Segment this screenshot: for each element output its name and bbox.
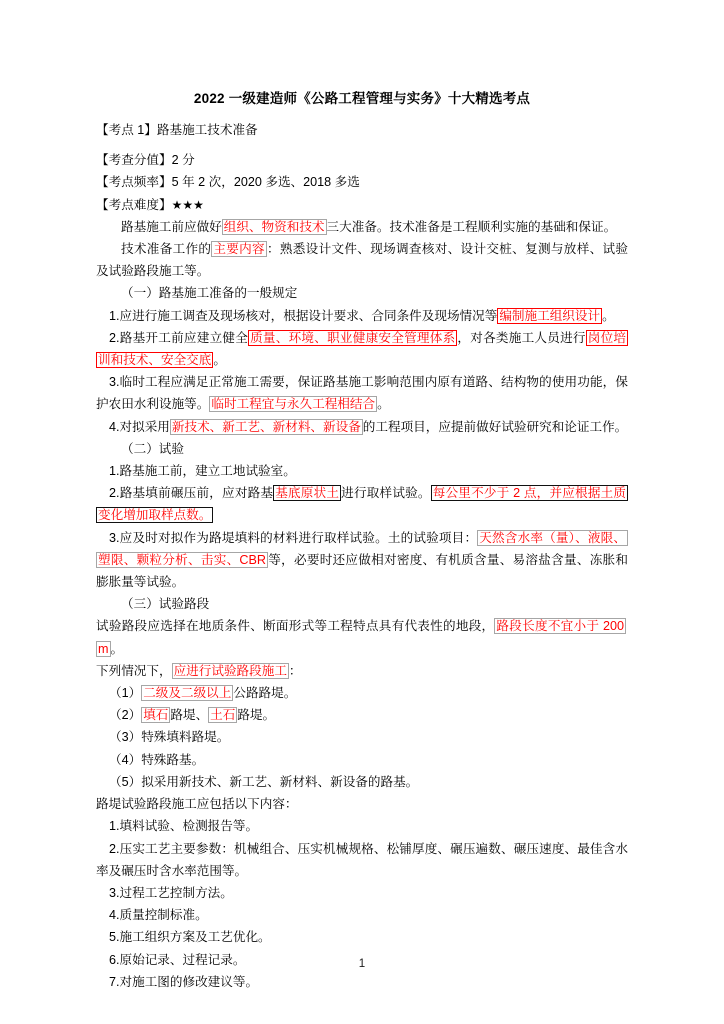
highlight-quality-env-safety-system: 质量、环境、职业健康安全管理体系 [250, 330, 456, 345]
li1-prefix: （2） [109, 708, 142, 723]
s1-i2-text-c: 。 [213, 353, 226, 368]
s1-i4-text-b: 的工程项目，应提前做好试验研究和论证工作。 [362, 419, 628, 434]
s3-p1-text-b: 。 [110, 641, 124, 656]
highlight-earth-rock: 土石 [210, 708, 236, 723]
highlight-post-training-disclosure: 岗位培训和技术、安全交底 [98, 330, 627, 368]
content-item: 5.施工组织方案及工艺优化。 [109, 930, 271, 945]
page-title: 2022 一级建造师《公路工程管理与实务》十大精选考点 [193, 91, 531, 106]
s1-i4-text-a: 4.对拟采用 [109, 419, 170, 434]
highlight-main-content: 主要内容 [213, 242, 265, 257]
document-content [96, 88, 628, 993]
highlight-new-tech-materials: 新技术、新工艺、新材料、新设备 [171, 419, 361, 434]
intro-p1-text-a: 路基施工前应做好 [121, 219, 222, 234]
li1-mid: 路堤、 [170, 708, 209, 723]
score-line: 【考查分值】2 分 [96, 153, 195, 168]
highlight-test-section-length: 路段长度不宜小于 200m [98, 619, 625, 656]
highlight-temp-permanent-combine: 临时工程宜与永久工程相结合 [211, 397, 376, 412]
section2-item-1: 1.路基施工前，建立工地试验室。 [109, 464, 296, 479]
difficulty-stars: ★★★ [171, 197, 204, 212]
s3-p2-text-b: ： [288, 663, 302, 678]
s1-i1-text-b: 。 [602, 308, 615, 323]
list-item [96, 682, 628, 704]
highlight-shall-do-test-section: 应进行试验路段施工 [173, 663, 287, 678]
content-item: 4.质量控制标准。 [109, 908, 208, 923]
li1-suffix: 路堤。 [237, 708, 276, 723]
highlight-soil-test-items: 天然含水率（量）、液限、塑限、颗粒分析、击实、CBR [98, 530, 626, 567]
content-item: 7.对施工图的修改建议等。 [109, 974, 259, 989]
spacer [96, 141, 628, 149]
s1-i3-text-b: 。 [377, 397, 390, 412]
li0-suffix: 公路路堤。 [233, 686, 297, 701]
list-item: （4）特殊路基。 [109, 752, 205, 767]
contents-intro: 路堤试验路段施工应包括以下内容： [96, 797, 298, 812]
list-item: （3）特殊填料路堤。 [109, 730, 230, 745]
s1-i1-text-a: 1.应进行施工调查及现场核对，根据设计要求、合同条件及现场情况等 [109, 308, 498, 323]
highlight-subgrade-original-soil: 基底原状土 [275, 486, 340, 501]
kaodian-heading: 【考点 1】路基施工技术准备 [96, 123, 258, 137]
difficulty-line [96, 194, 628, 216]
highlight-grade-two-and-above: 二级及二级以上 [143, 686, 232, 701]
highlight-rockfill: 填石 [143, 708, 169, 723]
list-item: （5）拟采用新技术、新工艺、新材料、新设备的路基。 [109, 774, 419, 789]
intro-p2-text-b: ：熟悉设计文件、现场调查核对、设计交桩、复测与放样、试验及试验路段施工等。 [96, 242, 629, 279]
section1-heading: （一）路基施工准备的一般规定 [121, 286, 298, 301]
section2-heading: （二）试验 [121, 441, 184, 456]
page-number: 1 [358, 958, 366, 970]
section3-paragraph-2 [96, 660, 628, 682]
intro-paragraph-1 [96, 216, 628, 238]
section3-heading: （三）试验路段 [121, 597, 210, 612]
highlight-sampling-points-per-km: 每公里不少于 2 点，并应根据土质变化增加取样点数。 [98, 486, 626, 523]
intro-paragraph-2 [96, 238, 628, 282]
content-item: 3.过程工艺控制方法。 [109, 885, 233, 900]
section2-item-3 [96, 527, 628, 594]
s1-i3-text-a: 3.临时工程应满足正常施工需要，保证路基施工影响范围内原有道路、结构物的使用功能，保护农田水利设施等。 [96, 375, 628, 412]
highlight-organization-materials-tech: 组织、物资和技术 [223, 219, 325, 234]
s2-i2-text-a: 2.路基填前碾压前，应对路基 [109, 486, 274, 501]
s2-i3-text-a: 3.应及时对拟作为路堤填料的材料进行取样试验。土的试验项目： [109, 530, 478, 545]
intro-p2-text-a: 技术准备工作的 [121, 242, 212, 257]
list-item [96, 704, 628, 726]
intro-p1-text-b: 三大准备。技术准备是工程顺利实施的基础和保证。 [326, 219, 617, 234]
section1-item-3 [96, 371, 628, 415]
s2-i2-text-b: 进行取样试验。 [341, 486, 431, 501]
s3-p2-text-a: 下列情况下， [96, 663, 172, 678]
frequency-line: 【考点频率】5 年 2 次，2020 多选、2018 多选 [96, 175, 360, 190]
li0-prefix: （1） [109, 686, 142, 701]
content-item: 2.压实工艺主要参数：机械组合、压实机械规格、松铺厚度、碾压遍数、碾压速度、最佳含水率及碾压时含水率范围等。 [96, 841, 628, 878]
difficulty-label: 【考点难度】 [96, 197, 172, 212]
section1-item-4 [96, 416, 628, 438]
section1-item-1 [96, 305, 628, 327]
highlight-construction-org-design: 编制施工组织设计 [499, 308, 601, 323]
s1-i2-text-a: 2.路基开工前应建立健全 [109, 330, 249, 345]
section1-item-2 [96, 327, 628, 371]
s1-i2-text-b: ，对各类施工人员进行 [457, 330, 586, 345]
s3-p1-text-a: 试验路段应选择在地质条件、断面形式等工程特点具有代表性的地段， [96, 619, 495, 634]
content-item: 6.原始记录、过程记录。 [109, 952, 246, 967]
section2-item-2 [96, 482, 628, 526]
content-item: 1.填料试验、检测报告等。 [109, 819, 259, 834]
s2-i3-text-b: 等，必要时还应做相对密度、有机质含量、易溶盐含量、冻胀和膨胀量等试验。 [96, 552, 628, 590]
section3-paragraph-1 [96, 615, 628, 659]
